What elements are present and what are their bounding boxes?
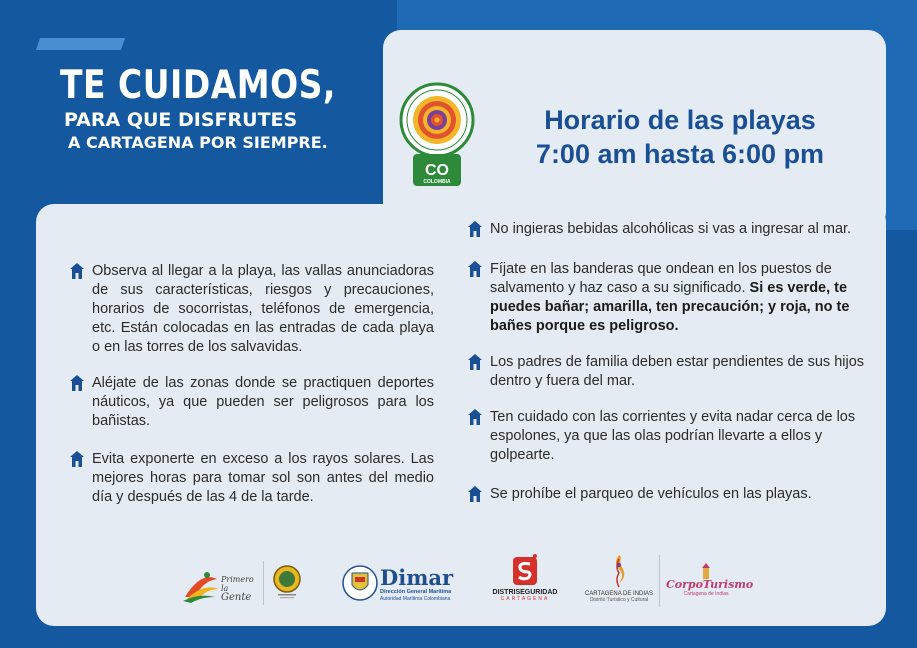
dimar-name: Dimar	[380, 565, 454, 590]
decorative-stripe	[36, 38, 125, 50]
schedule-hours: 7:00 am hasta 6:00 pm	[535, 139, 825, 169]
distriseguridad-logo	[490, 553, 560, 621]
rule-text: Los padres de familia deben estar pendientes de sus hijos dentro y fuera del mar.	[490, 354, 865, 389]
badge-code: CO	[425, 162, 449, 179]
logo-divider	[263, 561, 264, 605]
lifeguard-tower-icon	[70, 451, 84, 467]
logo-divider	[659, 555, 660, 607]
rule-item	[468, 353, 870, 391]
primero-la-gente-logo	[181, 567, 263, 605]
rule-text: No ingieras bebidas alcohólicas si vas a ingresar al mar.	[490, 221, 852, 237]
rule-text: Se prohíbe el parqueo de vehículos en las playas.	[490, 486, 812, 502]
cartagena-subtitle: Distrito Turístico y Cultural	[589, 597, 649, 603]
rule-item	[468, 408, 870, 465]
lifeguard-tower-icon	[468, 409, 482, 425]
slogan	[60, 62, 336, 153]
city-hall-seal-logo	[272, 565, 302, 599]
slogan-line-2: PARA QUE DISFRUTES	[64, 109, 298, 131]
schedule-title: Horario de las playas	[544, 105, 816, 135]
rule-text-plain: Fíjate en las banderas que ondean en los puestos de salvamento y haz caso a su significado.	[490, 261, 832, 296]
slogan-line-1: TE CUIDAMOS,	[60, 60, 336, 108]
sponsor-logos	[36, 545, 886, 625]
cartagena-de-indias-logo	[584, 553, 654, 619]
corpoturismo-tower-icon	[699, 563, 713, 579]
rule-item	[70, 450, 434, 507]
rule-text: Observa al llegar a la playa, las vallas anunciadoras de sus características, riesgos y precauciones, horarios de socorristas, teléfonos de emergencia, etc. Están colocadas en las entradas de cada playa o en las torres de los salvavidas.	[92, 263, 434, 355]
rule-item	[70, 262, 434, 357]
slogan-line-3: A CARTAGENA POR SIEMPRE.	[68, 133, 328, 152]
beach-schedule	[490, 103, 870, 171]
flag-meaning-text: Si es verde, te puedes bañar; amarilla, ten precaución; y roja, no te bañes porque es peligroso.	[490, 280, 850, 334]
lifeguard-tower-icon	[468, 221, 482, 237]
dimar-subtitle-2: Autoridad Marítima Colombiana	[380, 596, 451, 602]
primero-line-1: Primero la	[221, 575, 254, 593]
lifeguard-tower-icon	[468, 354, 482, 370]
dimar-subtitle-1: Dirección General Marítima	[380, 589, 452, 595]
cartagena-name: CARTAGENA DE INDIAS	[584, 591, 654, 597]
primero-la-gente-emblem	[181, 567, 221, 603]
rule-text	[490, 260, 870, 336]
quality-certification-badge	[398, 82, 476, 187]
dimar-shield-logo	[342, 565, 378, 601]
rule-item	[70, 374, 434, 431]
lifeguard-tower-icon	[468, 486, 482, 502]
distriseguridad-emblem	[511, 553, 539, 587]
rule-item	[468, 485, 870, 504]
rule-text: Aléjate de las zonas donde se practiquen deportes náuticos, ya que pueden ser peligrosos para los bañistas.	[92, 375, 434, 429]
rule-text: Ten cuidado con las corrientes y evita nadar cerca de los espolones, ya que las olas podrían llevarte a ellos y golpearte.	[490, 409, 856, 463]
primero-line-2: Gente	[221, 592, 252, 603]
rule-item	[468, 220, 870, 239]
corpoturismo-subtitle: Cartagena de Indias	[683, 591, 729, 597]
cartagena-flame-emblem	[609, 553, 629, 589]
corpoturismo-name: CorpoTurismo	[666, 578, 754, 591]
rule-text: Evita exponerte en exceso a los rayos solares. Las mejores horas para tomar sol son antes del medio día y después de las 4 de la tarde.	[92, 451, 434, 505]
lifeguard-tower-icon	[70, 263, 84, 279]
rule-item	[468, 260, 870, 336]
dimar-text-block	[380, 567, 460, 602]
badge-country: COLOMBIA	[423, 179, 451, 185]
distriseguridad-city: CARTAGENA	[500, 596, 550, 602]
lifeguard-tower-icon	[468, 261, 482, 277]
distriseguridad-name: DISTRISEGURIDAD	[492, 589, 558, 596]
corpoturismo-logo	[666, 563, 754, 613]
lifeguard-tower-icon	[70, 375, 84, 391]
